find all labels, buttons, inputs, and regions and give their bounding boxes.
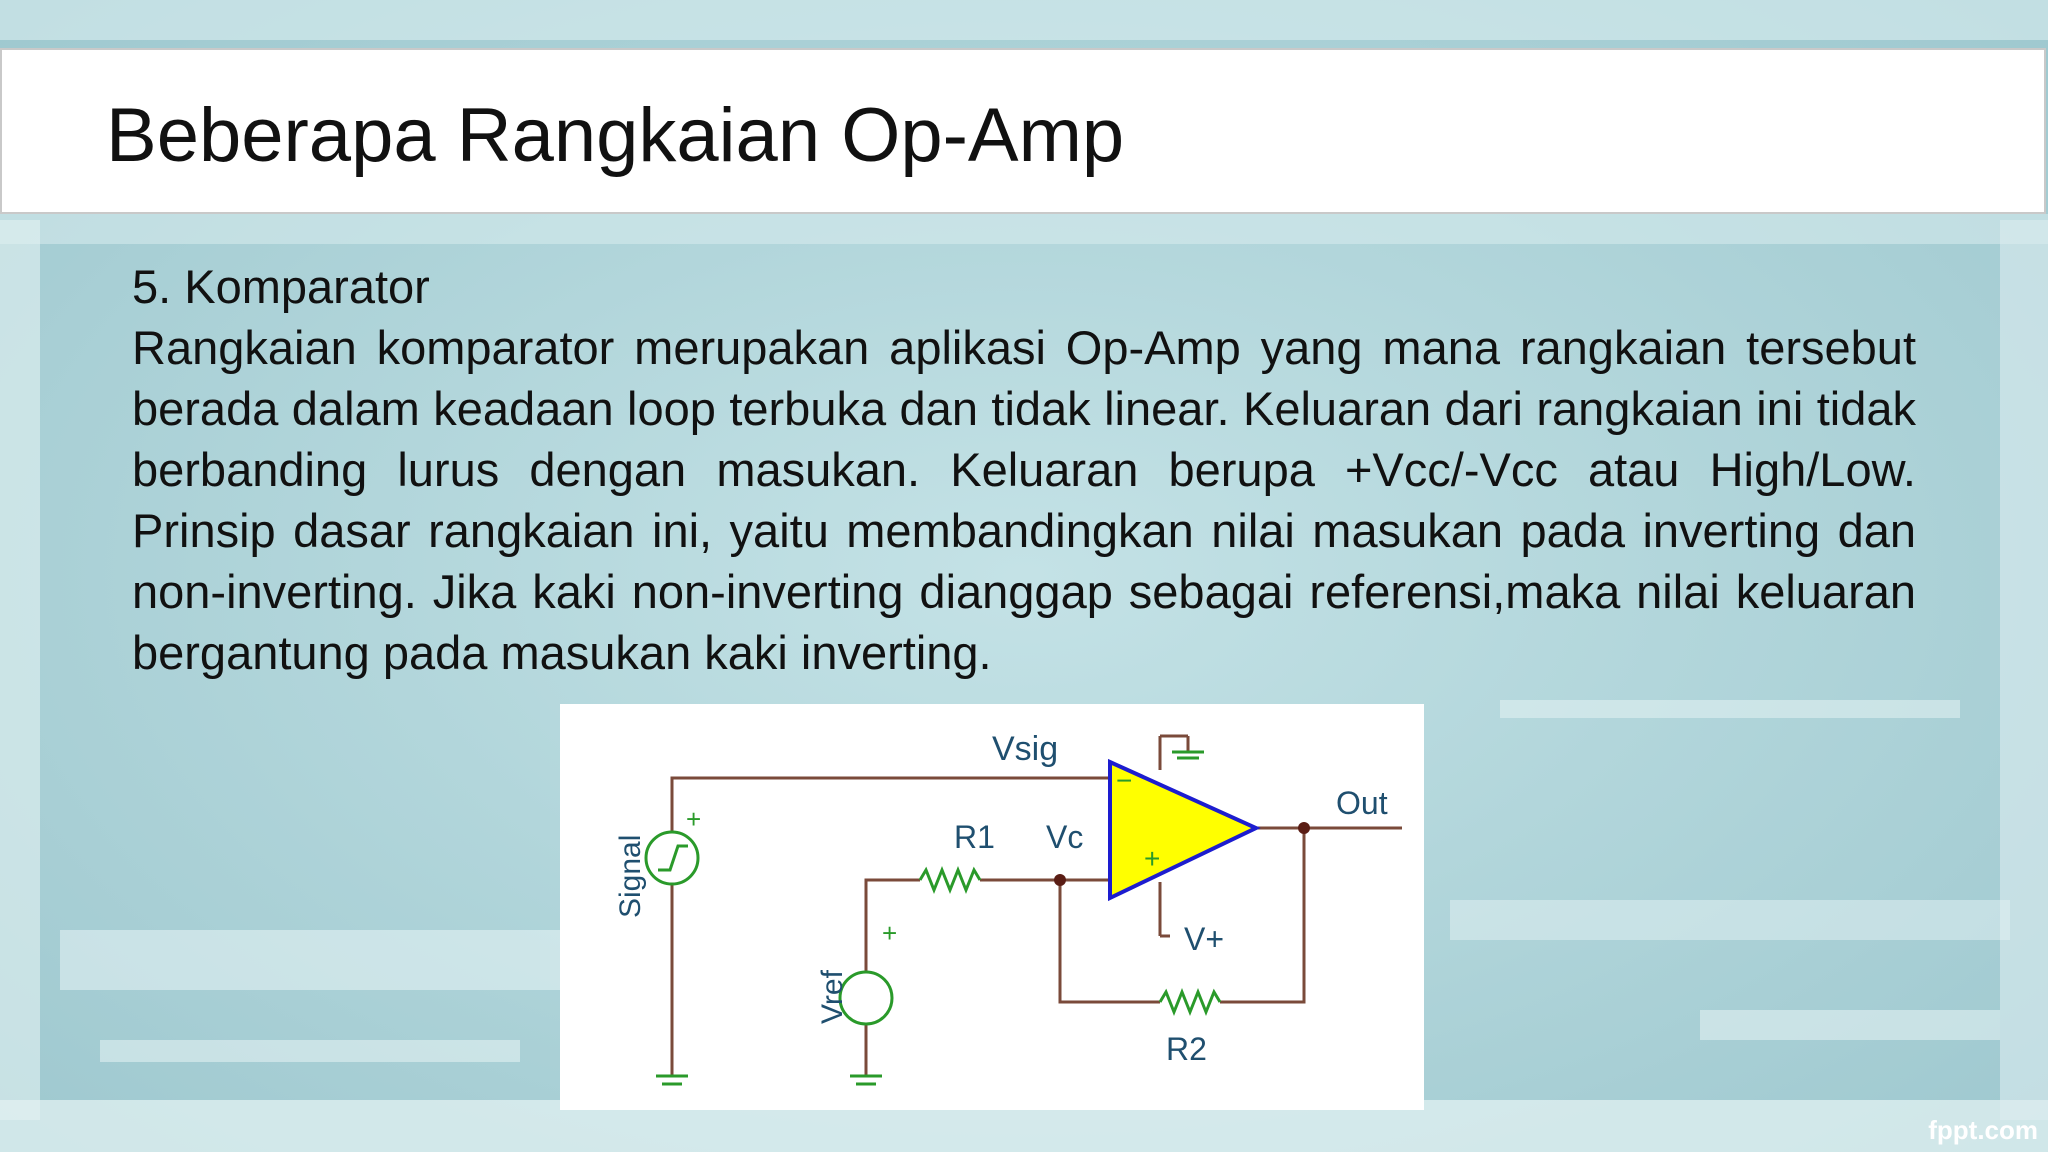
label-signal: Signal: [614, 834, 647, 918]
body-paragraph: Rangkaian komparator merupakan aplikasi Op-Amp yang mana rangkaian tersebut berada dalam keadaan loop terbuka dan tidak linear. Keluaran dari rangkaian ini tidak berbanding lurus dengan masukan. Keluaran berupa +Vcc/-Vcc atau High/Low. Prinsip dasar rangkaian ini, yaitu membandingkan nilai masukan pada inverting dan non-inverting. Jika kaki non-inverting dianggap sebagai referensi,maka nilai keluaran bergantung pada masukan kaki inverting.: [132, 321, 1916, 679]
junction-dot: [1298, 822, 1310, 834]
junction-dot: [1054, 874, 1066, 886]
label-vc: Vc: [1046, 819, 1084, 855]
label-opamp-plus: +: [1144, 843, 1161, 874]
label-vplus: V+: [1184, 921, 1225, 957]
label-opamp-minus: −: [1116, 765, 1133, 796]
ground-bottom-icons: [656, 1076, 882, 1084]
circuit-wires: [672, 754, 1402, 1076]
section-heading: 5. Komparator: [132, 260, 430, 313]
slide-title: Beberapa Rangkaian Op-Amp: [106, 93, 1125, 178]
label-out: Out: [1336, 785, 1388, 821]
slide-content: [132, 256, 1916, 683]
ground-icon: [1160, 736, 1204, 758]
label-signal-plus: +: [686, 804, 702, 834]
label-r1: R1: [954, 819, 995, 855]
label-vsig: Vsig: [992, 730, 1059, 768]
comparator-circuit-diagram: [560, 704, 1424, 1110]
resistor-r1: [920, 870, 980, 890]
signal-source-icon: [646, 832, 698, 884]
label-vref: Vref: [816, 970, 849, 1024]
brand-watermark: fppt.com: [1928, 1115, 2038, 1145]
label-vref-plus: +: [882, 918, 898, 948]
resistor-r2: [1160, 992, 1220, 1012]
label-r2: R2: [1166, 1031, 1207, 1067]
